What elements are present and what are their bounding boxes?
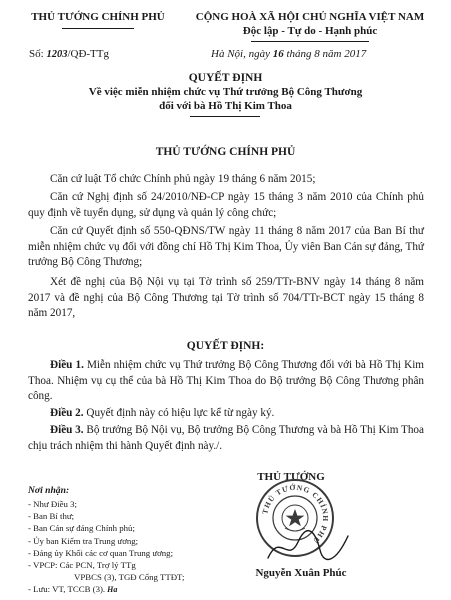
office-underline	[62, 28, 134, 29]
clerk-initials-handwritten: Ha	[107, 585, 118, 594]
issuing-authority: THỦ TƯỚNG CHÍNH PHỦ	[155, 146, 296, 158]
proposal-clause: Xét đề nghị của Bộ Nội vụ tại Tờ trình số 259/TTr-BNV ngày 14 tháng 8 năm 2017 và đề nghị của Bộ Công Thương tại Tờ trình số 704/TTr-BCT ngày 15 tháng 8 năm 2017,	[28, 276, 424, 320]
signer-name: Nguyễn Xuân Phúc	[255, 567, 347, 579]
signature-stroke	[268, 531, 348, 560]
article-1: Điều 1. Miễn nhiệm chức vụ Thứ trưởng Bộ Công Thương đối với bà Hồ Thị Kim Thoa. Nhiệm vụ cụ thể của bà Hồ Thị Kim Thoa do Bộ trưởng Bộ Công Thương phân công.	[28, 359, 424, 403]
recipient-item: - Lưu: VT, TCCB (3). Ha	[28, 584, 118, 594]
document-number-handwritten: 1203	[46, 49, 68, 60]
legal-basis-1: Căn cứ luật Tổ chức Chính phủ ngày 19 tháng 6 năm 2015;	[50, 173, 316, 185]
issue-day-handwritten: 16	[272, 48, 284, 60]
recipient-item: VPBCS (3), TGĐ Cổng TTĐT;	[74, 572, 185, 582]
legal-basis-2: Căn cứ Nghị định số 24/2010/NĐ-CP ngày 15 tháng 3 năm 2010 của Chính phủ quy định về tuyển dụng, sử dụng và quản lý công chức;	[28, 191, 424, 219]
issue-date: Hà Nội, ngày 16 tháng 8 năm 2017	[211, 48, 367, 60]
recipient-item: - VPCP: Các PCN, Trợ lý TTg	[28, 560, 136, 570]
emblem-star-icon	[286, 509, 305, 526]
country-name: CỘNG HOÀ XÃ HỘI CHỦ NGHĨA VIỆT NAM	[195, 11, 425, 23]
recipient-item: - Ban Cán sự đảng Chính phủ;	[28, 523, 135, 533]
handwritten-signature	[262, 528, 352, 568]
document-subject-line-2: đối với bà Hồ Thị Kim Thoa	[159, 100, 292, 112]
document-number: Số: 1203/QĐ-TTg	[29, 48, 109, 60]
decides-heading: QUYẾT ĐỊNH:	[186, 340, 265, 352]
signer-title: THỦ TƯỚNG	[257, 471, 325, 483]
national-motto: Độc lập - Tự do - Hạnh phúc	[242, 25, 378, 37]
legal-basis-3: Căn cứ Quyết định số 550-QĐNS/TW ngày 11 tháng 8 năm 2017 của Ban Bí thư miễn nhiệm chức vụ đối với đồng chí Hồ Thị Kim Thoa, Ủy viên Ban Cán sự đảng, Thứ trưởng Bộ Công Thương;	[28, 225, 424, 269]
recipient-item: - Ban Bí thư;	[28, 511, 75, 521]
title-underline	[190, 116, 260, 117]
recipient-item: - Ủy ban Kiểm tra Trung ương;	[28, 536, 139, 546]
recipients-heading: Nơi nhận:	[28, 485, 70, 496]
document-subject-line-1: Về việc miễn nhiệm chức vụ Thứ trưởng Bộ Công Thương	[88, 86, 363, 98]
seal-text: THỦ TƯỚNG CHÍNH PHỦ	[260, 482, 331, 546]
issuing-office: THỦ TƯỚNG CHÍNH PHỦ	[31, 11, 165, 23]
document-title: QUYẾT ĐỊNH	[188, 72, 263, 84]
article-3: Điều 3. Bộ trưởng Bộ Nội vụ, Bộ trưởng Bộ Công Thương và bà Hồ Thị Kim Thoa chịu trách nhiệm thi hành Quyết định này./.	[28, 424, 424, 452]
motto-underline	[251, 41, 369, 42]
recipient-item: - Như Điều 3;	[28, 499, 77, 509]
recipient-item: - Đảng ủy Khối các cơ quan Trung ương;	[28, 548, 174, 558]
article-2: Điều 2. Quyết định này có hiệu lực kể từ ngày ký.	[50, 407, 275, 419]
